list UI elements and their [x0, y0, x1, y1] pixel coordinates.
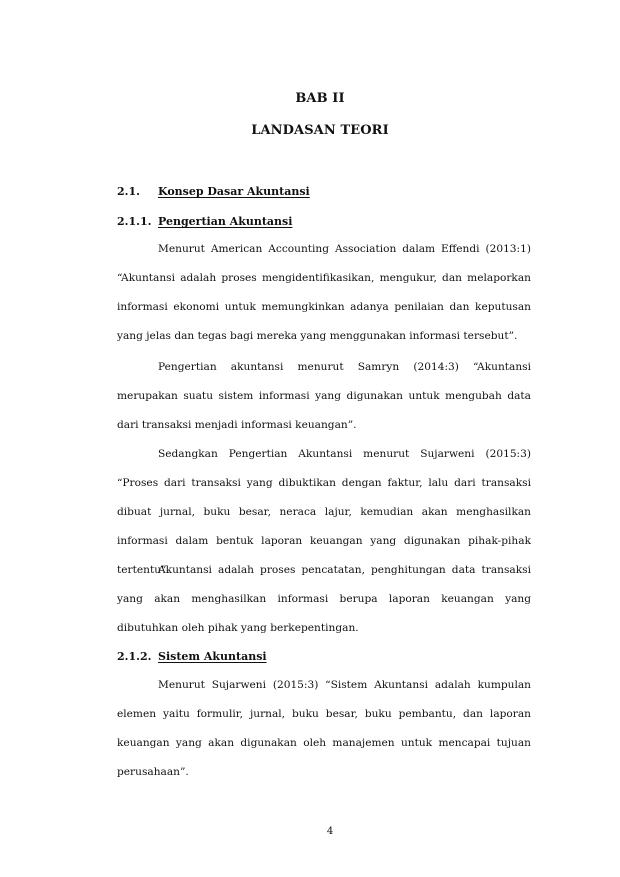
chapter-title: LANDASAN TEORI [251, 123, 389, 138]
section-title: Pengertian Akuntansi [158, 215, 293, 228]
section-number: 2.1.2. [117, 650, 152, 663]
paragraph-accounting-system: Menurut Sujarweni (2015:3) “Sistem Akuntansi adalah kumpulan elemen yaitu formulir, jurnal, buku besar, buku pembantu, dan laporan keuangan yang akan digunakan oleh manajemen untuk mencapai tujuan perusahaan”. [117, 679, 531, 778]
paragraph-sujarweni-definition: Sedangkan Pengertian Akuntansi menurut Sujarweni (2015:3) “Proses dari transaksi yang dibuktikan dengan faktur, lalu dari transaksi dibuat jurnal, buku besar, neraca lajur, kemudian akan menghasilkan informasi dalam bentuk laporan keuangan yang digunakan pihak-pihak tertentu”. [117, 448, 531, 576]
section-heading-2-1-2 [117, 650, 267, 663]
section-number: 2.1. [117, 185, 140, 198]
section-title: Konsep Dasar Akuntansi [158, 185, 310, 198]
section-heading-2-1-1 [117, 215, 292, 228]
section-title: Sistem Akuntansi [158, 650, 267, 663]
page-number: 4 [326, 826, 334, 837]
paragraph-summary: Akuntansi adalah proses pencatatan, penghitungan data transaksi yang akan menghasilkan informasi berupa laporan keuangan yang dibutuhkan oleh pihak yang berkepentingan. [117, 564, 531, 634]
section-heading-2-1 [117, 185, 310, 198]
section-number: 2.1.1. [117, 215, 152, 228]
paragraph-aaa-definition: Menurut American Accounting Association dalam Effendi (2013:1) “Akuntansi adalah proses mengidentifikasikan, mengukur, dan melaporkan informasi ekonomi untuk memungkinkan adanya penilaian dan keputusan yang jelas dan tegas bagi mereka yang menggunakan informasi tersebut”. [117, 243, 531, 342]
paragraph-samryn-definition: Pengertian akuntansi menurut Samryn (2014:3) “Akuntansi merupakan suatu sistem informasi yang digunakan untuk mengubah data dari transaksi menjadi informasi keuangan”. [117, 361, 531, 431]
chapter-number: BAB II [295, 91, 345, 106]
